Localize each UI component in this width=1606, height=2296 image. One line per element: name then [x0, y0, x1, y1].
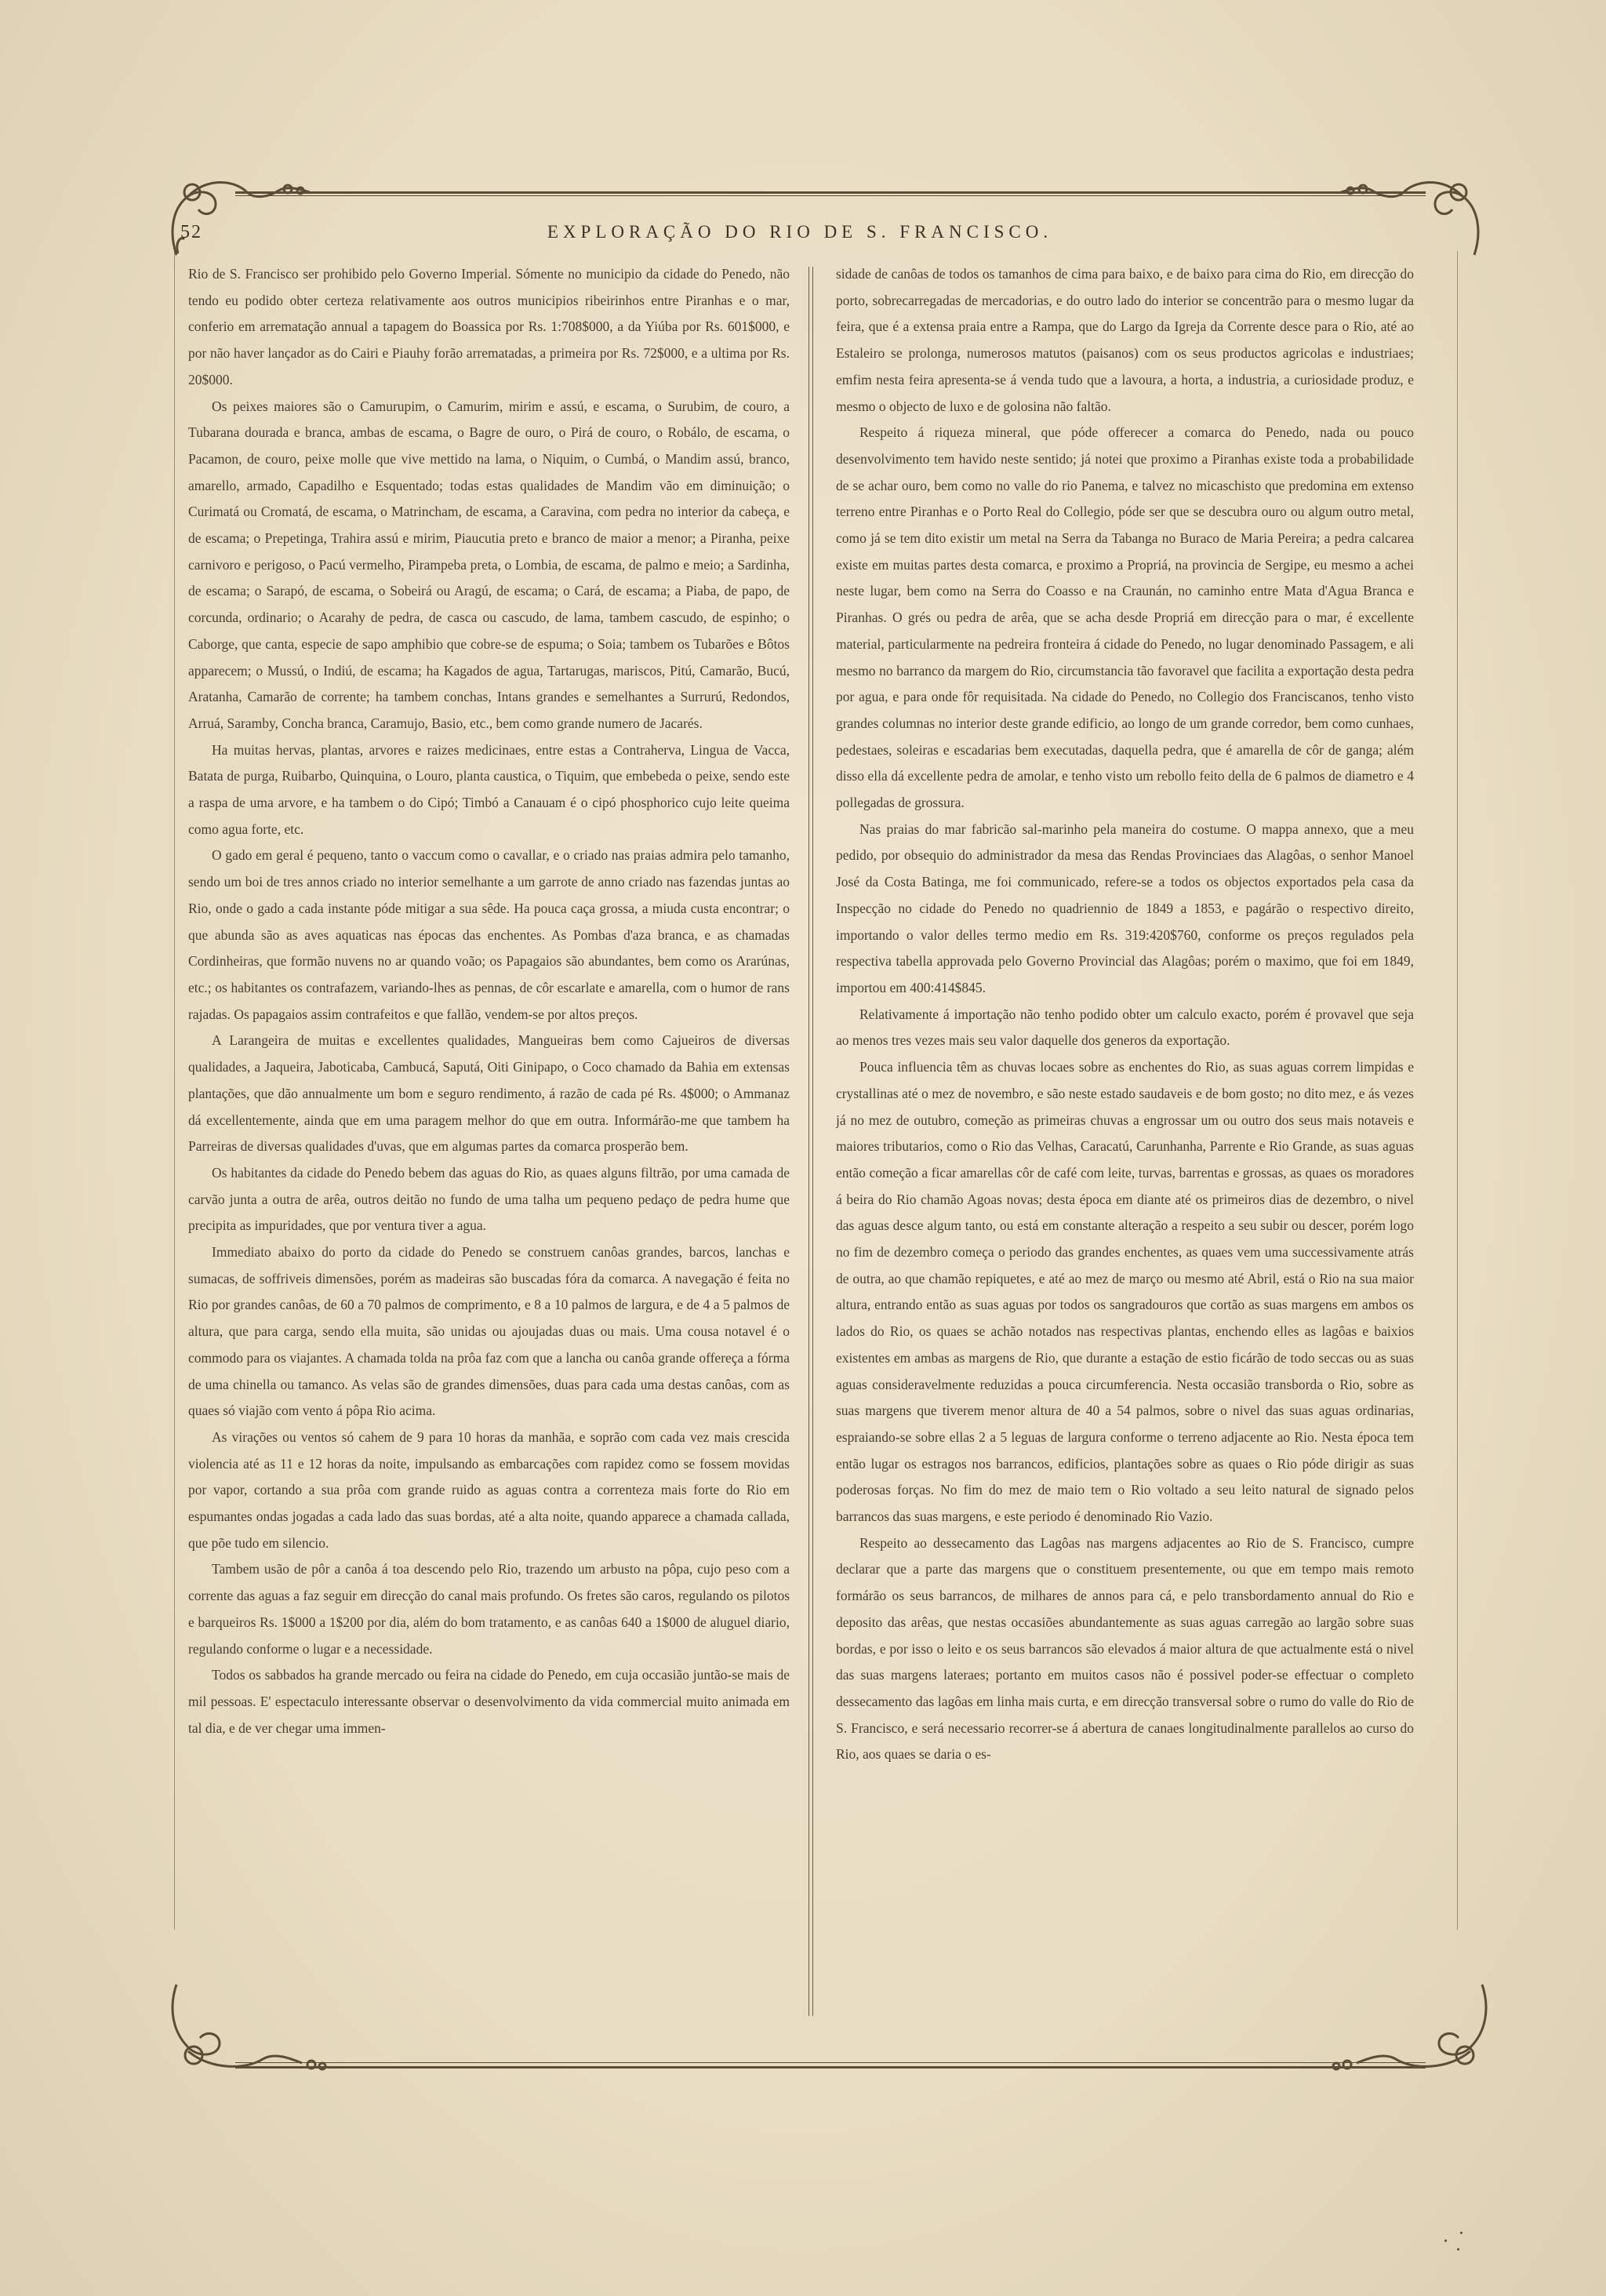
paragraph: Relativamente á importação não tenho podido obter um calculo exacto, porém é provavel que seja ao menos tres vezes mais seu valor daquelle dos generos da exportação. — [836, 1006, 1414, 1049]
right-border-rule — [1457, 251, 1458, 1930]
running-title: EXPLORAÇÃO DO RIO DE S. FRANCISCO. — [547, 222, 1053, 242]
paragraph: O gado em geral é pequeno, tanto o vaccum como o cavallar, e o criado nas praias admira pelo tamanho, sendo um boi de tres annos criado no interior semelhante a um garrote de anno criado nas fazendas juntas ao Rio, onde o gado a cada instante póde mitigar a sua sêde. Ha pouca caça grossa, a miuda custa encontrar; o que abunda são as aves aquaticas nas épocas das enchentes. As Pombas d'aza branca, e as chamadas Cordinheiras, que formão nuvens no ar quando voão; os Papagaios são abundantes, bem como os Ararúnas, etc.; os habitantes os contrafazem, variando-lhes as pennas, de côr escarlate e amarella, com o humor de rans rajadas. Os papagaios assim contrafeitos e que fallão, vendem-se por altos preços. — [188, 847, 790, 1022]
column-separator — [808, 267, 813, 2016]
ink-speck — [1460, 2232, 1462, 2234]
paragraph: Tambem usão de pôr a canôa á toa descendo pelo Rio, trazendo um arbusto na pôpa, cujo peso com a corrente das aguas a faz seguir em direcção do canal mais profundo. Os fretes são caros, regulando os pilotos e barqueiros Rs. 1$000 a 1$200 por dia, além do bom tratamento, e as canôas 640 a 1$000 de aluguel diario, regulando conforme o lugar e a necessidade. — [188, 1561, 790, 1657]
paragraph: Rio de S. Francisco ser prohibido pelo Governo Imperial. Sómente no municipio da cidade do Penedo, não tendo eu podido obter certeza relativamente aos outros municipios ribeirinhos entre Piranhas e o mar, conferio em arrematação annual a tapagem do Boassica por Rs. 1:708$000, a da Yiúba por Rs. 601$000, e por não haver lançador as do Cairi e Piauhy forão arrematadas, a primeira por Rs. 72$000, e a ultima por Rs. 20$000. — [188, 266, 790, 388]
page-header — [180, 222, 1419, 253]
bottom-border-rule — [235, 2066, 1426, 2069]
ink-speck — [1457, 2248, 1459, 2251]
paragraph: Immediato abaixo do porto da cidade do Penedo se construem canôas grandes, barcos, lanchas e sumacas, de soffriveis dimensões, porém as madeiras são buscadas fóra da comarca. A navegação é feita no Rio por grandes canôas, de 60 a 70 palmos de comprimento, e 8 a 10 palmos de largura, e de 4 a 5 palmos de altura, que para carga, sendo ella muita, são unidas ou ajoujadas duas ou mais. Uma cousa notavel é o commodo para os viajantes. A chamada tolda na prôa faz com que a lancha ou canôa grande offereça a fórma de uma chinella ou tamanco. As velas são de grandes dimensões, duas para cada uma destas canôas, com as quaes só viajão com vento á pôpa Rio acima. — [188, 1244, 790, 1419]
left-border-rule — [174, 251, 175, 1930]
paragraph: As virações ou ventos só cahem de 9 para 10 horas da manhãa, e soprão com cada vez mais crescida violencia até as 11 e 12 horas da noite, impulsando as embarcações com rapidez como se fossem movidas por vapor, cortando a sua prôa com grande ruido as aguas contra a correnteza mais forte do Rio em espumantes ondas jogadas a cada lado das suas bordas, até a alta noite, quando apparece a chamada callada, que põe tudo em silencio. — [188, 1428, 790, 1551]
paragraph: Todos os sabbados ha grande mercado ou feira na cidade do Penedo, em cuja occasião juntão-se mais de mil pessoas. E' espectaculo interessante observar o desenvolvimento da vida commercial muito animada em tal dia, e de ver chegar uma immen- — [188, 1667, 790, 1736]
top-border-rule-thin — [235, 195, 1426, 196]
ink-speck — [1444, 2240, 1447, 2242]
paragraph: Respeito ao dessecamento das Lagôas nas margens adjacentes ao Rio de S. Francisco, cumpre declarar que a parte das margens que o constituem presentemente, ou que em tempo mais remoto formárão os seus barrancos, de milhares de annos para cá, e pelo transbordamento annual do Rio e deposito das arêas, que nestas occasiões abundantemente as suas aguas carregão ao largão sobre suas bordas, e por isso o leito e os seus barrancos são elevados á maior altura de que actualmente está o nivel das suas margens lateraes; portanto em muitos casos não é possivel poder-se effectuar o completo dessecamento das lagôas em linha mais curta, e em direcção transversal sobre o rumo do valle do Rio de S. Francisco, e será necessario recorrer-se á abertura de canaes longitudinalmente parallelos ao curso do Rio, aos quaes se daria o es- — [836, 1534, 1414, 1763]
paragraph: Os peixes maiores são o Camurupim, o Camurim, mirim e assú, e escama, o Surubim, de couro, a Tubarana dourada e branca, ambas de escama, o Bagre de ouro, o Pirá de couro, o Robálo, de escama, o Pacamon, de couro, peixe molle que vive mettido na lama, o Niquim, o Cumbá, o Mandim assú, branco, amarello, armado, Capadilho e Esquentado; todas estas qualidades de Mandim vão em diminuição; o Curimatá ou Cromatá, de escama, o Matrincham, de escama, a Caravina, com pedra no interior da cabeça, e de escama; o Prepetinga, Trahira assú e mirim, Piaucutia preto e branco de maior a menor; a Piranha, peixe carnivoro e perigoso, o Pacú vermelho, Pirampeba preta, o Lombia, de escama, de palmo e meio; a Sardinha, de escama; o Sarapó, de escama, o Sobeirá ou Aragú, de escama; o Cará, de escama; a Piaba, de papo, de corcunda, ordinario; o Acarahy de pedra, de casca ou cascudo, de lama, tambem cascudo, de espinho; o Caborge, que canta, especie de sapo amphibio que cobre-se de espuma; o Soia; tambem os Tubarões e Bôtos apparecem; o Mussú, o Indiú, de escama; ha Kagados de agua, Tartarugas, mariscos, Pitú, Camarão, Bucú, Aratanha, Camarão de corrente; ha tambem conchas, Intans grandes e semelhantes a Surrurú, Redondos, Arruá, Saramby, Concha branca, Caramujo, Basio, etc., bem como grande numero de Jacarés. — [188, 398, 790, 731]
top-border-rule — [235, 191, 1426, 194]
paragraph: Nas praias do mar fabricão sal-marinho pela maneira do costume. O mappa annexo, que a meu pedido, por obsequio do administrador da mesa das Rendas Provinciaes das Alagôas, o senhor Manoel José da Costa Batinga, me foi communicado, refere-se a todos os objectos exportados pela casa da Inspecção no cidade do Penedo no quadriennio de 1849 a 1853, e pagárão o respectivo direito, importando o valor delles termo medio em Rs. 319:420$760, conforme os preços regulados pela respectiva tabella approvada pelo Governo Provincial das Alagôas; porém o maximo, que foi em 1849, importou em 400:414$845. — [836, 821, 1414, 995]
paragraph: sidade de canôas de todos os tamanhos de cima para baixo, e de baixo para cima do Rio, em direcção do porto, sobrecarregadas de mercadorias, e do outro lado do interior se concentrão para o mesmo lugar da feira, que é a extensa praia entre a Rampa, que do Largo da Igreja da Corrente desce para o Rio, até ao Estaleiro se prolonga, numerosos matutos (paisanos) com os seus productos agricolas e industriaes; emfim nesta feira apresenta-se á venda tudo que a lavoura, a horta, a industria, a curiosidade produz, e mesmo o objecto de luxo e de golosina não faltão. — [836, 266, 1414, 414]
bottom-border-rule-thin — [235, 2062, 1426, 2063]
page-number: 52 — [180, 222, 202, 242]
paragraph: Os habitantes da cidade do Penedo bebem das aguas do Rio, as quaes alguns filtrão, por uma camada de carvão junta a outra de arêa, outros deitão no fundo de uma talha um pequeno pedaço de pedra hume que precipita as impuridades, que por ventura tiver a agua. — [188, 1164, 790, 1234]
left-text-column — [188, 261, 790, 2018]
paragraph: Respeito á riqueza mineral, que póde offerecer a comarca do Penedo, nada ou pouco desenvolvimento tem havido neste sentido; já notei que proximo a Piranhas existe toda a probabilidade de se achar ouro, bem como no valle do rio Panema, e talvez no micaschisto que predomina em extenso terreno entre Piranhas e o Porto Real do Collegio, póde ser que se descubra ouro ou algum outro metal, como já se tem dito existir um metal na Serra da Tabanga no Buraco de Maria Pereira; a pedra calcarea existe em muitas partes desta comarca, e proximo a Propriá, na provincia de Sergipe, eu mesmo a achei neste lugar, bem como na Serra do Coasso e na Craunán, no caminho entre Mata d'Agua Branca e Piranhas. O grés ou pedra de arêa, que se acha desde Propriá em direcção para o mar, é excellente material, particularmente na pedreira fronteira á cidade do Penedo, no lugar denominado Passagem, e ali mesmo no barranco da margem do Rio, circumstancia tão favoravel que facilita a exportação desta pedra por agua, e para onde fôr requisitada. Na cidade do Penedo, no Collegio dos Franciscanos, tenho visto grandes columnas no interior deste grande edificio, ao longo de um grande corredor, bem como cunhaes, pedestaes, soleiras e escadarias bem executadas, daquella pedra, que é amarella de côr de ganga; além disso ella dá excellente pedra de amolar, e tenho visto um rebollo feito della de 6 palmos de diametro e 4 pollegadas de grossura. — [836, 424, 1414, 811]
paragraph: A Larangeira de muitas e excellentes qualidades, Mangueiras bem como Cajueiros de diversas qualidades, a Jaqueira, Jaboticaba, Cambucá, Saputá, Oiti Ginipapo, o Coco chamado da Bahia em extensas plantações, que dão annualmente um bom e seguro rendimento, á razão de cada pé Rs. 4$000; o Ammanaz dá excellentemente, ainda que em uma paragem melhor do que em outra. Informárão-me que tambem ha Parreiras de diversas qualidades d'uvas, que em algumas partes da comarca prosperão bem. — [188, 1032, 790, 1155]
right-text-column — [836, 261, 1414, 2018]
paragraph: Pouca influencia têm as chuvas locaes sobre as enchentes do Rio, as suas aguas correm limpidas e crystallinas até o mez de novembro, e são neste estado saudaveis e de bom gosto; no dito mez, e ás vezes já no mez de outubro, começão as primeiras chuvas a engrossar um ou outro dos seus mais notaveis e maiores tributarios, como o Rio das Velhas, Caracatú, Carunhanha, Parrente e Rio Grande, as suas aguas então começão a ficar amarellas côr de café com leite, turvas, barrentas e grossas, as quaes os moradores á beira do Rio chamão Agoas novas; desta época em diante até os primeiros dias de dezembro, o nivel das aguas desce algum tanto, ou está em constante alteração a respeito a seu subir ou descer, porém logo no fim de dezembro começa o periodo das grandes enchentes, as quaes vem uma successivamente atrás de outra, ao que chamão repiquetes, e até ao mez de março ou mesmo até Abril, está o Rio na sua maior altura, entrando então as suas aguas por todos os sangradouros que cortão as suas margens em ambos os lados do Rio, os quaes se achão notados nas respectivas plantas, enchendo elles as lagôas e baixios existentes em ambas as margens de Rio, que durante a estação de estio ficárão de todo seccas ou as suas aguas consideravelmente reduzidas a pouca circumferencia. Nesta occasião transborda o Rio, sobre as suas margens que tiverem menor altura de 40 a 54 palmos, sobre o nivel das suas aguas ordinarias, espraiando-se sobre ellas 2 a 5 leguas de largura conforme o terreno adjacente ao Rio. Nesta época tem então lugar os estragos nos barrancos, edificios, plantações sobre as quaes o Rio póde dirigir as suas poderosas forças. No fim do mez de maio tem o Rio voltado a seu leito natural de signado pelos barrancos das suas margens, e este periodo é denominado Rio Vazio. — [836, 1059, 1414, 1525]
paragraph: Ha muitas hervas, plantas, arvores e raizes medicinaes, entre estas a Contraherva, Lingua de Vacca, Batata de purga, Ruibarbo, Quinquina, o Louro, planta caustica, o Tiquim, que embebeda o peixe, sendo este a raspa de uma arvore, e ha tambem o do Cipó; Timbó a Canauam é o cipó phosphorico cujo leite queima como agua forte, etc. — [188, 741, 790, 837]
